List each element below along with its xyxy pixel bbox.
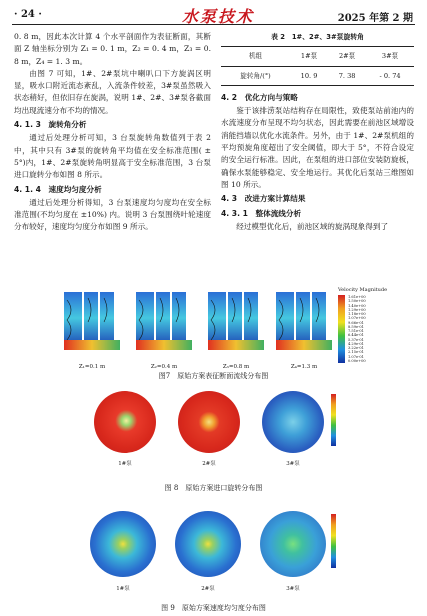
table-row [221,66,414,85]
section-heading: 4. 1. 4 速度均匀度分析 [14,184,102,194]
right-column [221,31,414,233]
legend-tick: 4.29e-01 [348,341,364,346]
legend-title: Velocity Magnitude [338,287,388,293]
uniformity-colorbar [331,514,336,568]
figure-8-caption: 图 8 原始方案进口旋转分布图 [164,484,263,492]
pump-label: 3#泵 [286,461,300,467]
pump-label: 1#泵 [116,586,130,592]
journal-logo: 水泵技术 [182,7,255,26]
legend-tick: 6.44e-01 [348,333,364,338]
table-header: 3#泵 [366,47,414,66]
pump-label: 2#泵 [201,586,215,592]
pump2-uniformity-plot [175,511,241,577]
header-rule [12,24,415,25]
section-z4 [276,292,332,350]
legend-tick: 1.40e+00 [348,303,366,308]
table-cell: 10. 9 [290,66,328,85]
section-label: Z₄=1.3 m [290,364,318,370]
table-header: 机组 [221,47,290,66]
section-label: Z₁=0.1 m [78,364,106,370]
paragraph: 经过模型优化后，前池区域的旋涡现象得到了 [236,221,389,231]
legend-tick: 9.66e-01 [348,320,364,325]
section-label: Z₂=0.4 m [150,364,178,370]
streamline-sections-image [62,290,362,362]
legend-ticks [348,295,366,363]
legend-tick: 1.29e+00 [348,307,366,312]
legend-tick: 1.07e-01 [348,354,364,359]
pump-label: 2#泵 [202,461,216,467]
legend-tick: 2.15e-01 [348,350,364,355]
section-z2 [136,292,192,350]
section-heading: 4. 2 优化方向与策略 [221,92,298,102]
section-z3 [208,292,264,350]
colorbar [338,295,345,363]
section-z1 [64,292,120,350]
pump3-rotation-plot [262,391,324,453]
paragraph: 鉴于该排涝泵站结构存在局限性，致使泵站前池内的水流速度分布呈现不均匀状态，因此需要在前池区域增设消能挡墙以优化水流条件。另外，由于 1#、2#泵机组的平均预旋角度超出了安全阈值，即大于 5°，不符合设定的安全运行标准。因此，在泵组的进口部位安装防旋板，确保水泵能够稳定、安全地运行。其优化后泵站三维图如图 10 所示。 [221,106,414,189]
legend-tick: 0.00e+00 [348,358,366,363]
table-header: 2#泵 [328,47,366,66]
rotation-angle-table [221,46,414,86]
figure-7 [62,290,362,362]
issue-label: 2025 年第 2 期 [337,13,413,24]
section-label: Z₃=0.8 m [222,364,250,370]
pump1-uniformity-plot [90,511,156,577]
paragraph: 通过后处理分析可知，3 台泵旋转角数值列于表 2 中，其中只有 3#泵的旋转角平均值在安全标准范围( ± 5°)内，1#、2#泵旋转角明显高于安全标准范围，3 台泵进口旋转分布如图 8 所示。 [14,133,211,180]
left-column [14,31,211,234]
pump2-rotation-plot [178,391,240,453]
legend-tick: 5.37e-01 [348,337,364,342]
velocity-legend [338,288,418,368]
section-heading: 4. 3. 1 整体流线分析 [221,208,302,218]
paragraph: 通过后处理分析得知，3 台泵速度均匀度均在安全标准范围(不均匀度在 ±10%) 内。说明 3 台泵围绕叶轮速度分布较好，速度均匀度分布如图 9 所示。 [14,197,211,232]
legend-tick: 1.61e+00 [348,295,366,299]
section-heading: 4. 1. 3 旋转角分析 [14,120,87,130]
table-cell: 7. 38 [328,66,366,85]
paragraph: 0. 8 m，因此本次计算 4 个水平剖面作为表征断面，其断面 Z 轴坐标分别为 Z₁ = 0. 1 m，Z₂ = 0. 4 m，Z₃ = 0. 8 m，Z₄ = 1. 3 m。 [14,32,211,66]
section-heading: 4. 3 改进方案计算结果 [221,194,306,204]
pump1-rotation-plot [94,391,156,453]
page-number: · 24 · [14,9,42,20]
paragraph: 由图 7 可知，1#、2#泵坑中喇叭口下方旋涡区明显，吸水口附近流态紊乱，入流条件较差，3#泵虽然吸入状态稍好，但依旧存在旋涡，说明 1#、2#、3#泵各截面均出现流速分布不均的情况。 [14,68,211,115]
table-caption: 表 2 1#、2#、3#泵旋转角 [271,33,364,41]
table-header: 1#泵 [290,47,328,66]
legend-tick: 8.59e-01 [348,324,364,329]
table-cell: 旋转角/(°) [221,66,290,85]
figure-7-caption: 图7 原始方案表征断面流线分布图 [158,372,269,380]
table-header-row [221,47,414,66]
pump-label: 1#泵 [118,461,132,467]
pump-label: 3#泵 [286,586,300,592]
rotation-colorbar [331,394,336,446]
legend-tick: 7.51e-01 [348,329,364,333]
table-cell: - 0. 74 [366,66,414,85]
figure-9-caption: 图 9 原始方案速度均匀度分布图 [161,604,266,612]
pump3-uniformity-plot [260,511,326,577]
legend-tick: 3.22e-01 [348,346,364,350]
legend-tick: 1.50e+00 [348,299,366,304]
legend-tick: 1.07e+00 [348,316,366,321]
legend-tick: 1.18e+00 [348,312,366,316]
